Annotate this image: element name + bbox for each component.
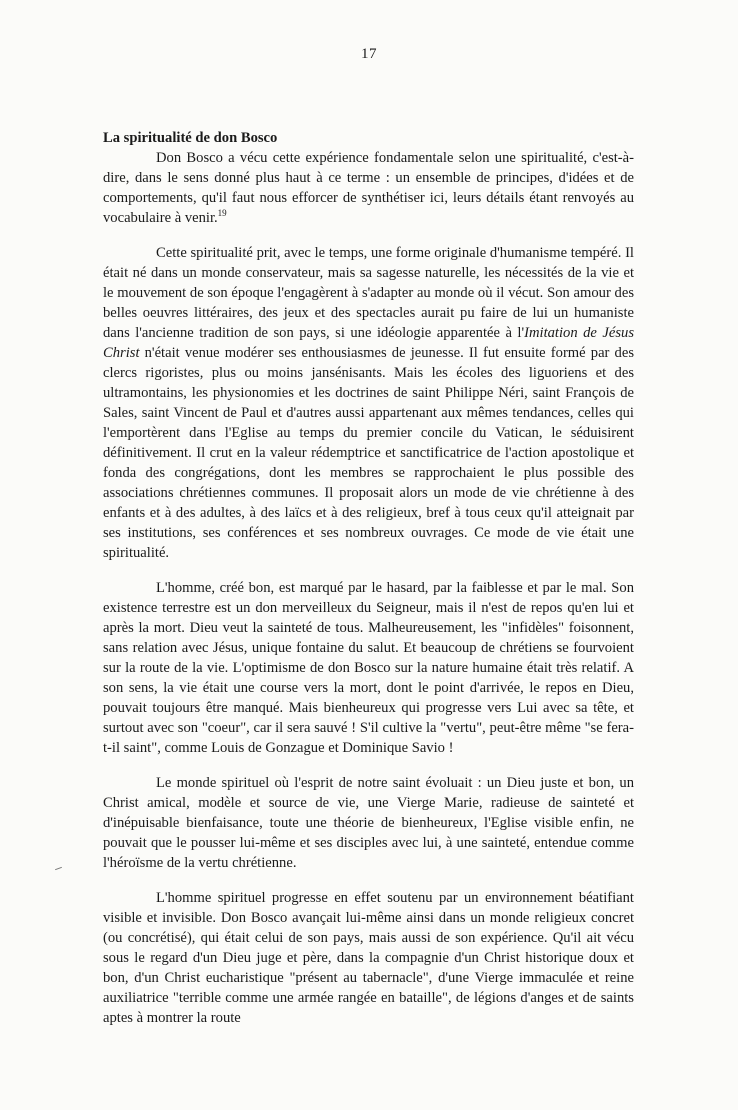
paragraph-5: L'homme spirituel progresse en effet soutenu par un environnement béatifiant visible et invisible. Don Bosco avançait lui-même ainsi dans un monde religieux concret (ou concrétisé), qui était celui de son pays, mais aussi de son expérience. Qu'il ait vécu sous le regard d'un Dieu juge et père, dans la compagnie d'un Christ historique doux et bon, d'un Christ eucharistique "présent au tabernacle", d'une Vierge immaculée et reine auxiliatrice "terrible comme une armée rangée en bataille", de légions d'anges et de saints aptes à montrer la route xyxy=(103,890,634,1026)
paragraph-2 xyxy=(103,243,634,563)
section-heading: La spiritualité de don Bosco xyxy=(103,130,278,146)
footnote-ref: 19 xyxy=(217,208,227,219)
paragraph-text: n'était venue modérer ses enthousiasmes de jeunesse. Il fut ensuite formé par des clercs rigoristes, plus ou moins jansénisants. Mais les écoles des liguoriens et des ultramontains, les physionomies et les doctrines de saint Philippe Néri, saint François de Sales, saint Vincent de Paul et d'autres aussi appartenant aux mêmes tendances, celles qui l'emportèrent dans l'Eglise au temps du premier concile du Vatican, le séduisirent définitivement. Il crut en la valeur rédemptrice et sanctificatrice de l'action apostolique et fonda des congrégations, dont les membres se rapprochaient le plus possible des associations chrétiennes communes. Il proposait alors un mode de vie chrétienne à des enfants et à des adultes, à des laïcs et à des religieux, bref à tous ceux qu'il atteignait par ses institutions, ses conférences et ses nombreux ouvrages. Ce mode de vie était une spiritualité. xyxy=(103,345,634,561)
page-body xyxy=(103,128,634,1043)
paragraph-1 xyxy=(103,148,634,228)
paragraph-text: Cette spiritualité prit, avec le temps, une forme originale d'humanisme tempéré. Il était né dans un monde conservateur, mais sa sagesse naturelle, les nécessités de la vie et le mouvement de son époque l'engagèrent à s'adapter au monde où il vécut. Son amour des belles oeuvres littéraires, des jeux et des spectacles aurait pu faire de lui un humaniste dans l'ancienne tradition de son pays, si une idéologie apparentée à l' xyxy=(103,245,634,341)
paragraph-text: Don Bosco a vécu cette expérience fondamentale selon une spiritualité, c'est-à-dire, dans le sens donné plus haut à ce terme : un ensemble de principes, d'idées et de comportements, qu'il faut nous efforcer de synthétiser ici, leurs détails étant renvoyés au vocabulaire à venir. xyxy=(103,150,634,226)
paragraph-4: Le monde spirituel où l'esprit de notre saint évoluait : un Dieu juste et bon, un Christ amical, modèle et source de vie, une Vierge Marie, radieuse de sainteté et d'inépuisable bienfaisance, toute une théorie de bienheureux, l'Eglise visible enfin, ne pouvait que le pousser lui-même et ses disciples avec lui, à une sainteté, entendue comme l'héroïsme de la vertu chrétienne. xyxy=(103,775,634,871)
book-title: Imitation de Jésus Christ xyxy=(103,325,634,361)
paragraph-3: L'homme, créé bon, est marqué par le hasard, par la faiblesse et par le mal. Son existence terrestre est un don merveilleux du Seigneur, mais il n'est de repos qu'en lui et après la mort. Dieu veut la sainteté de tous. Malheureusement, les "infidèles" foisonnent, sans relation avec Jésus, unique fontaine du salut. Et beaucoup de chrétiens se fourvoient sur la route de la vie. L'optimisme de don Bosco sur la nature humaine était très relatif. A son sens, la vie était une course vers la mort, dont le point d'arrivée, le repos en Dieu, pouvait toujours être manqué. Mais bienheureux qui progresse vers Lui avec sa tête, et surtout avec son "coeur", car il sera sauvé ! S'il cultive la "vertu", peut-être même "se fera-t-il saint", comme Louis de Gonzague et Dominique Savio ! xyxy=(103,580,634,756)
scan-mark xyxy=(55,867,62,870)
page-number: 17 xyxy=(361,46,377,62)
